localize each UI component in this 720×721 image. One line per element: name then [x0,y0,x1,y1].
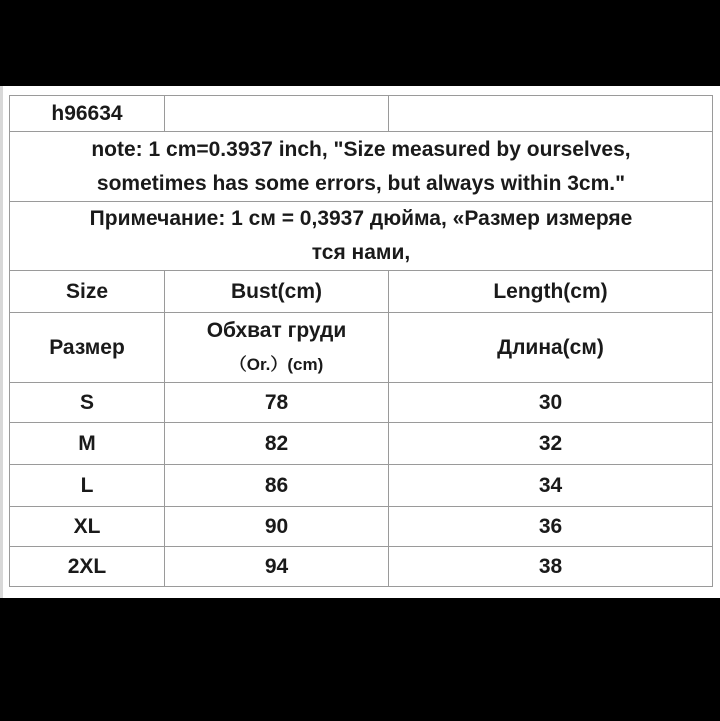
size-cell: M [10,423,165,465]
bust-cell: 90 [165,507,389,547]
size-cell: L [10,465,165,507]
table-row [10,547,713,587]
header-ru-row [10,313,713,383]
size-cell: XL [10,507,165,547]
table-row [10,423,713,465]
size-chart-sheet [0,86,720,598]
table-row [10,383,713,423]
size-cell: S [10,383,165,423]
note-english-line-2: sometimes has some errors, but always within 3cm." [96,171,626,195]
note-english-line-1: note: 1 cm=0.3937 inch, "Size measured by ourselves, [91,137,631,161]
table-row [10,507,713,547]
size-chart-table [9,95,713,587]
header-size: Size [10,271,165,313]
length-cell: 36 [389,507,713,547]
note-russian-line-1: Примечание: 1 см = 0,3937 дюйма, «Размер измеряе [89,207,633,230]
length-cell: 30 [389,383,713,423]
header-length-ru: Длина(см) [389,313,713,383]
length-cell: 38 [389,547,713,587]
header-bust-ru [165,313,389,383]
empty-cell [165,96,389,132]
bust-cell: 78 [165,383,389,423]
header-bust-ru-line-1: Обхват груди [206,318,347,342]
empty-cell [389,96,713,132]
bust-cell: 82 [165,423,389,465]
sheet-edge [0,86,3,598]
note-russian [10,202,713,271]
length-cell: 32 [389,423,713,465]
header-bust-ru-line-2: （Or.）(cm) [229,354,324,374]
header-length: Length(cm) [389,271,713,313]
note-ru-row [10,202,713,271]
header-size-ru: Размер [10,313,165,383]
bust-cell: 94 [165,547,389,587]
header-en-row [10,271,713,313]
note-russian-line-2: тся нами, [311,241,411,264]
bust-cell: 86 [165,465,389,507]
length-cell: 34 [389,465,713,507]
note-english [10,132,713,202]
product-code-row [10,96,713,132]
note-en-row [10,132,713,202]
table-row [10,465,713,507]
product-code: h96634 [10,96,165,132]
header-bust: Bust(cm) [165,271,389,313]
size-cell: 2XL [10,547,165,587]
